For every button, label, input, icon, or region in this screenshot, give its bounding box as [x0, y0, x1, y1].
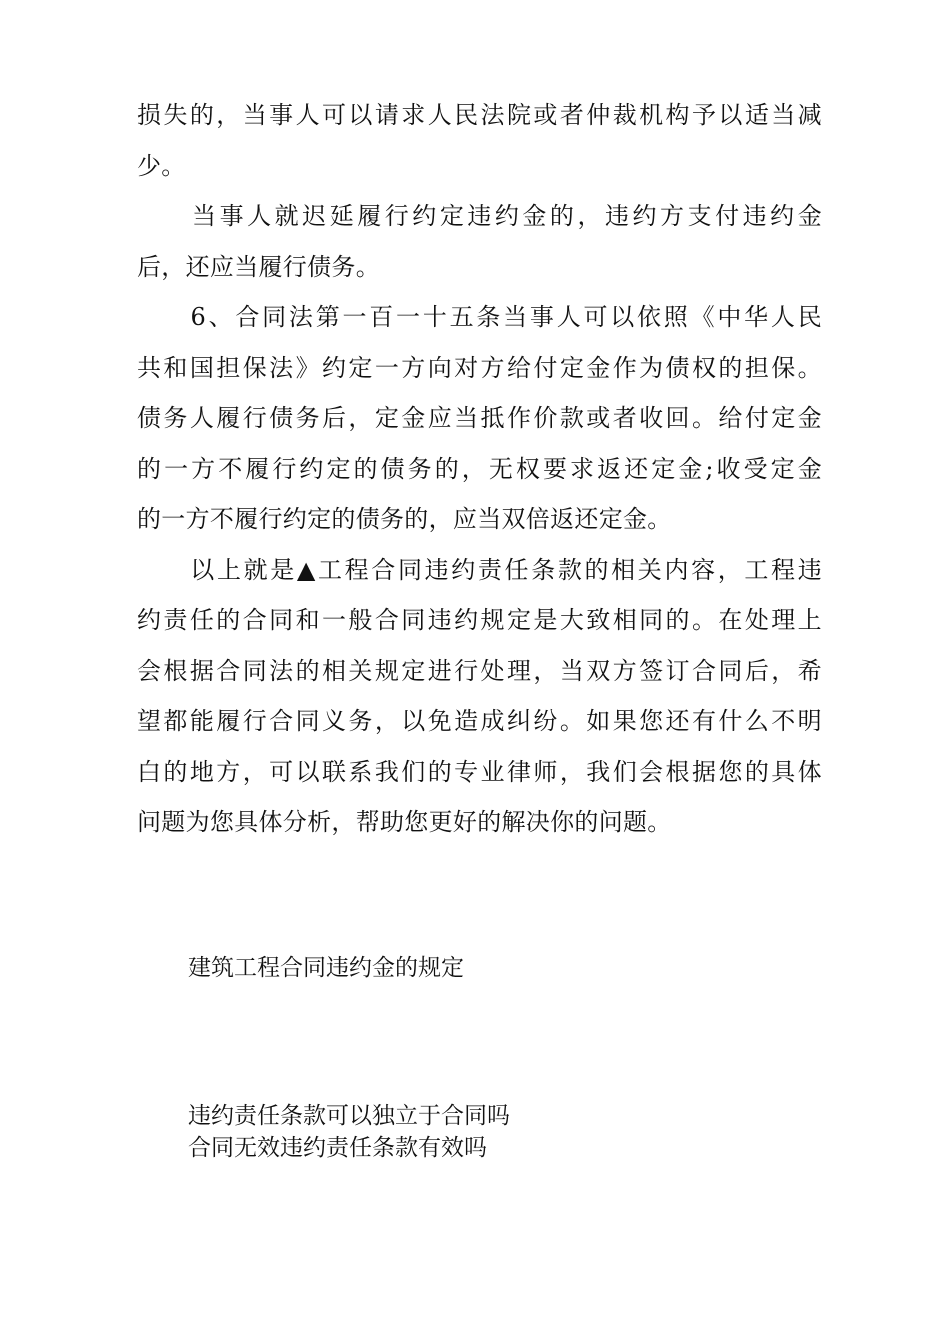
- text-line: 的一方不履行约定的债务的，无权要求返还定金;收受定金: [137, 454, 822, 483]
- text-line: 当事人就迟延履行约定违约金的，违约方支付违约金: [137, 202, 822, 230]
- text-line: 问题为您具体分析，帮助您更好的解决你的问题。: [137, 808, 672, 836]
- text-line: 后，还应当履行债务。: [137, 252, 380, 281]
- text-line: 白的地方，可以联系我们的专业律师，我们会根据您的具体: [137, 757, 822, 786]
- text-line: 会根据合同法的相关规定进行处理，当双方签订合同后，希: [137, 656, 822, 685]
- related-links-list: [188, 1100, 510, 1164]
- text-line: 共和国担保法》约定一方向对方给付定金作为债权的担保。: [137, 353, 822, 382]
- text-line: 约责任的合同和一般合同违约规定是大致相同的。在处理上: [137, 606, 822, 634]
- text-line: 望都能履行合同义务，以免造成纠纷。如果您还有什么不明: [137, 707, 822, 735]
- text-line: 6、合同法第一百一十五条当事人可以依照《中华人民: [137, 303, 822, 331]
- section-title: 建筑工程合同违约金的规定: [188, 955, 464, 981]
- related-link[interactable]: 违约责任条款可以独立于合同吗: [188, 1103, 510, 1129]
- text-line: 损失的，当事人可以请求人民法院或者仲裁机构予以适当减: [137, 101, 822, 129]
- text-line: 少。: [137, 151, 186, 180]
- body-text: [137, 90, 822, 848]
- text-line: 债务人履行债务后，定金应当抵作价款或者收回。给付定金: [137, 404, 822, 432]
- text-line: 以上就是▲工程合同违约责任条款的相关内容，工程违: [137, 555, 822, 584]
- related-link[interactable]: 合同无效违约责任条款有效吗: [188, 1135, 487, 1161]
- text-line: 的一方不履行约定的债务的，应当双倍返还定金。: [137, 505, 672, 533]
